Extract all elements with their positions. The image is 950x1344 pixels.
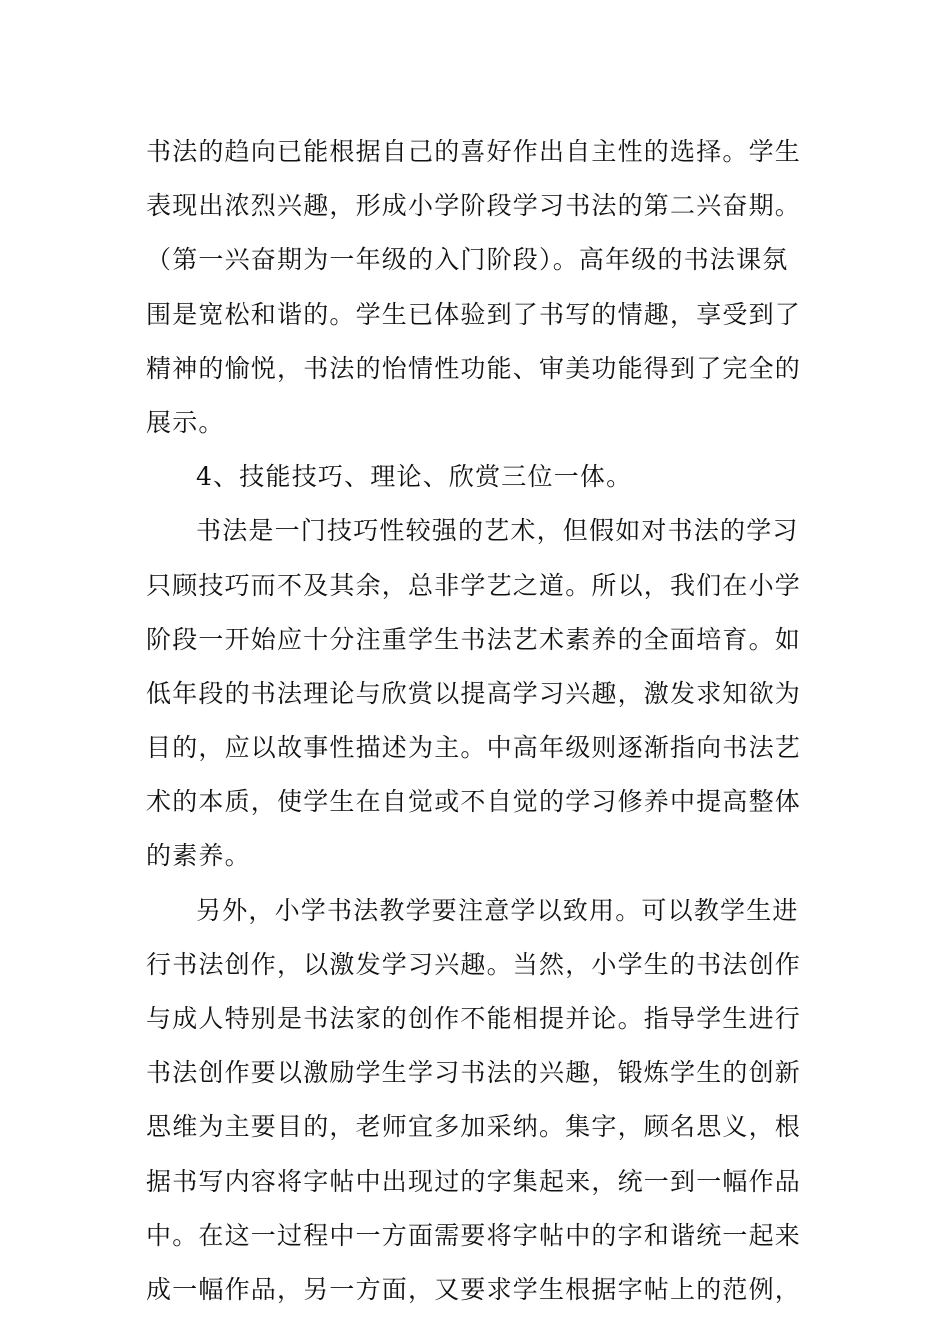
text-line: 术的本质，使学生在自觉或不自觉的学习修养中提高整体 — [146, 787, 802, 817]
text-line: 精神的愉悦，书法的怡情性功能、审美功能得到了完全的 — [146, 353, 802, 383]
body-text — [146, 125, 808, 1317]
heading-line: 4、技能技巧、理论、欣赏三位一体。 — [196, 462, 633, 492]
text-line: 低年段的书法理论与欣赏以提高学习兴趣，激发求知欲为 — [146, 678, 802, 708]
text-line: 另外，小学书法教学要注意学以致用。可以教学生进 — [196, 895, 799, 925]
text-line: 只顾技巧而不及其余，总非学艺之道。所以，我们在小学 — [146, 570, 802, 600]
text-line: 行书法创作，以激发学习兴趣。当然，小学生的书法创作 — [146, 949, 802, 979]
text-line: 表现出浓烈兴趣，形成小学阶段学习书法的第二兴奋期。 — [146, 191, 802, 221]
text-line: 与成人特别是书法家的创作不能相提并论。指导学生进行 — [146, 1004, 802, 1033]
paragraph-skills — [146, 504, 808, 883]
text-line: 阶段一开始应十分注重学生书法艺术素养的全面培育。如 — [146, 624, 802, 654]
text-line: （第一兴奋期为一年级的入门阶段）。高年级的书法课氛 — [146, 245, 789, 275]
text-line: 围是宽松和谐的。学生已体验到了书写的情趣，享受到了 — [146, 299, 802, 329]
paragraph-application — [146, 884, 808, 1318]
paragraph-continuation — [146, 125, 808, 450]
text-line: 据书写内容将字帖中出现过的字集起来，统一到一幅作品 — [146, 1166, 802, 1196]
text-line: 的素养。 — [146, 841, 251, 871]
text-line: 书法的趋向已能根据自己的喜好作出自主性的选择。学生 — [146, 137, 802, 166]
text-line: 展示。 — [146, 407, 225, 437]
text-line: 书法创作要以激励学生学习书法的兴趣，锻炼学生的创新 — [146, 1058, 802, 1088]
text-line: 思维为主要目的，老师宜多加采纳。集字，顾名思义，根 — [146, 1112, 802, 1142]
text-line: 书法是一门技巧性较强的艺术，但假如对书法的学习 — [196, 516, 799, 546]
text-line: 成一幅作品，另一方面，又要求学生根据字帖上的范例， — [146, 1274, 802, 1304]
text-line: 目的，应以故事性描述为主。中高年级则逐渐指向书法艺 — [146, 733, 802, 763]
section-heading — [146, 450, 808, 504]
text-line: 中。在这一过程中一方面需要将字帖中的字和谐统一起来 — [146, 1220, 802, 1250]
